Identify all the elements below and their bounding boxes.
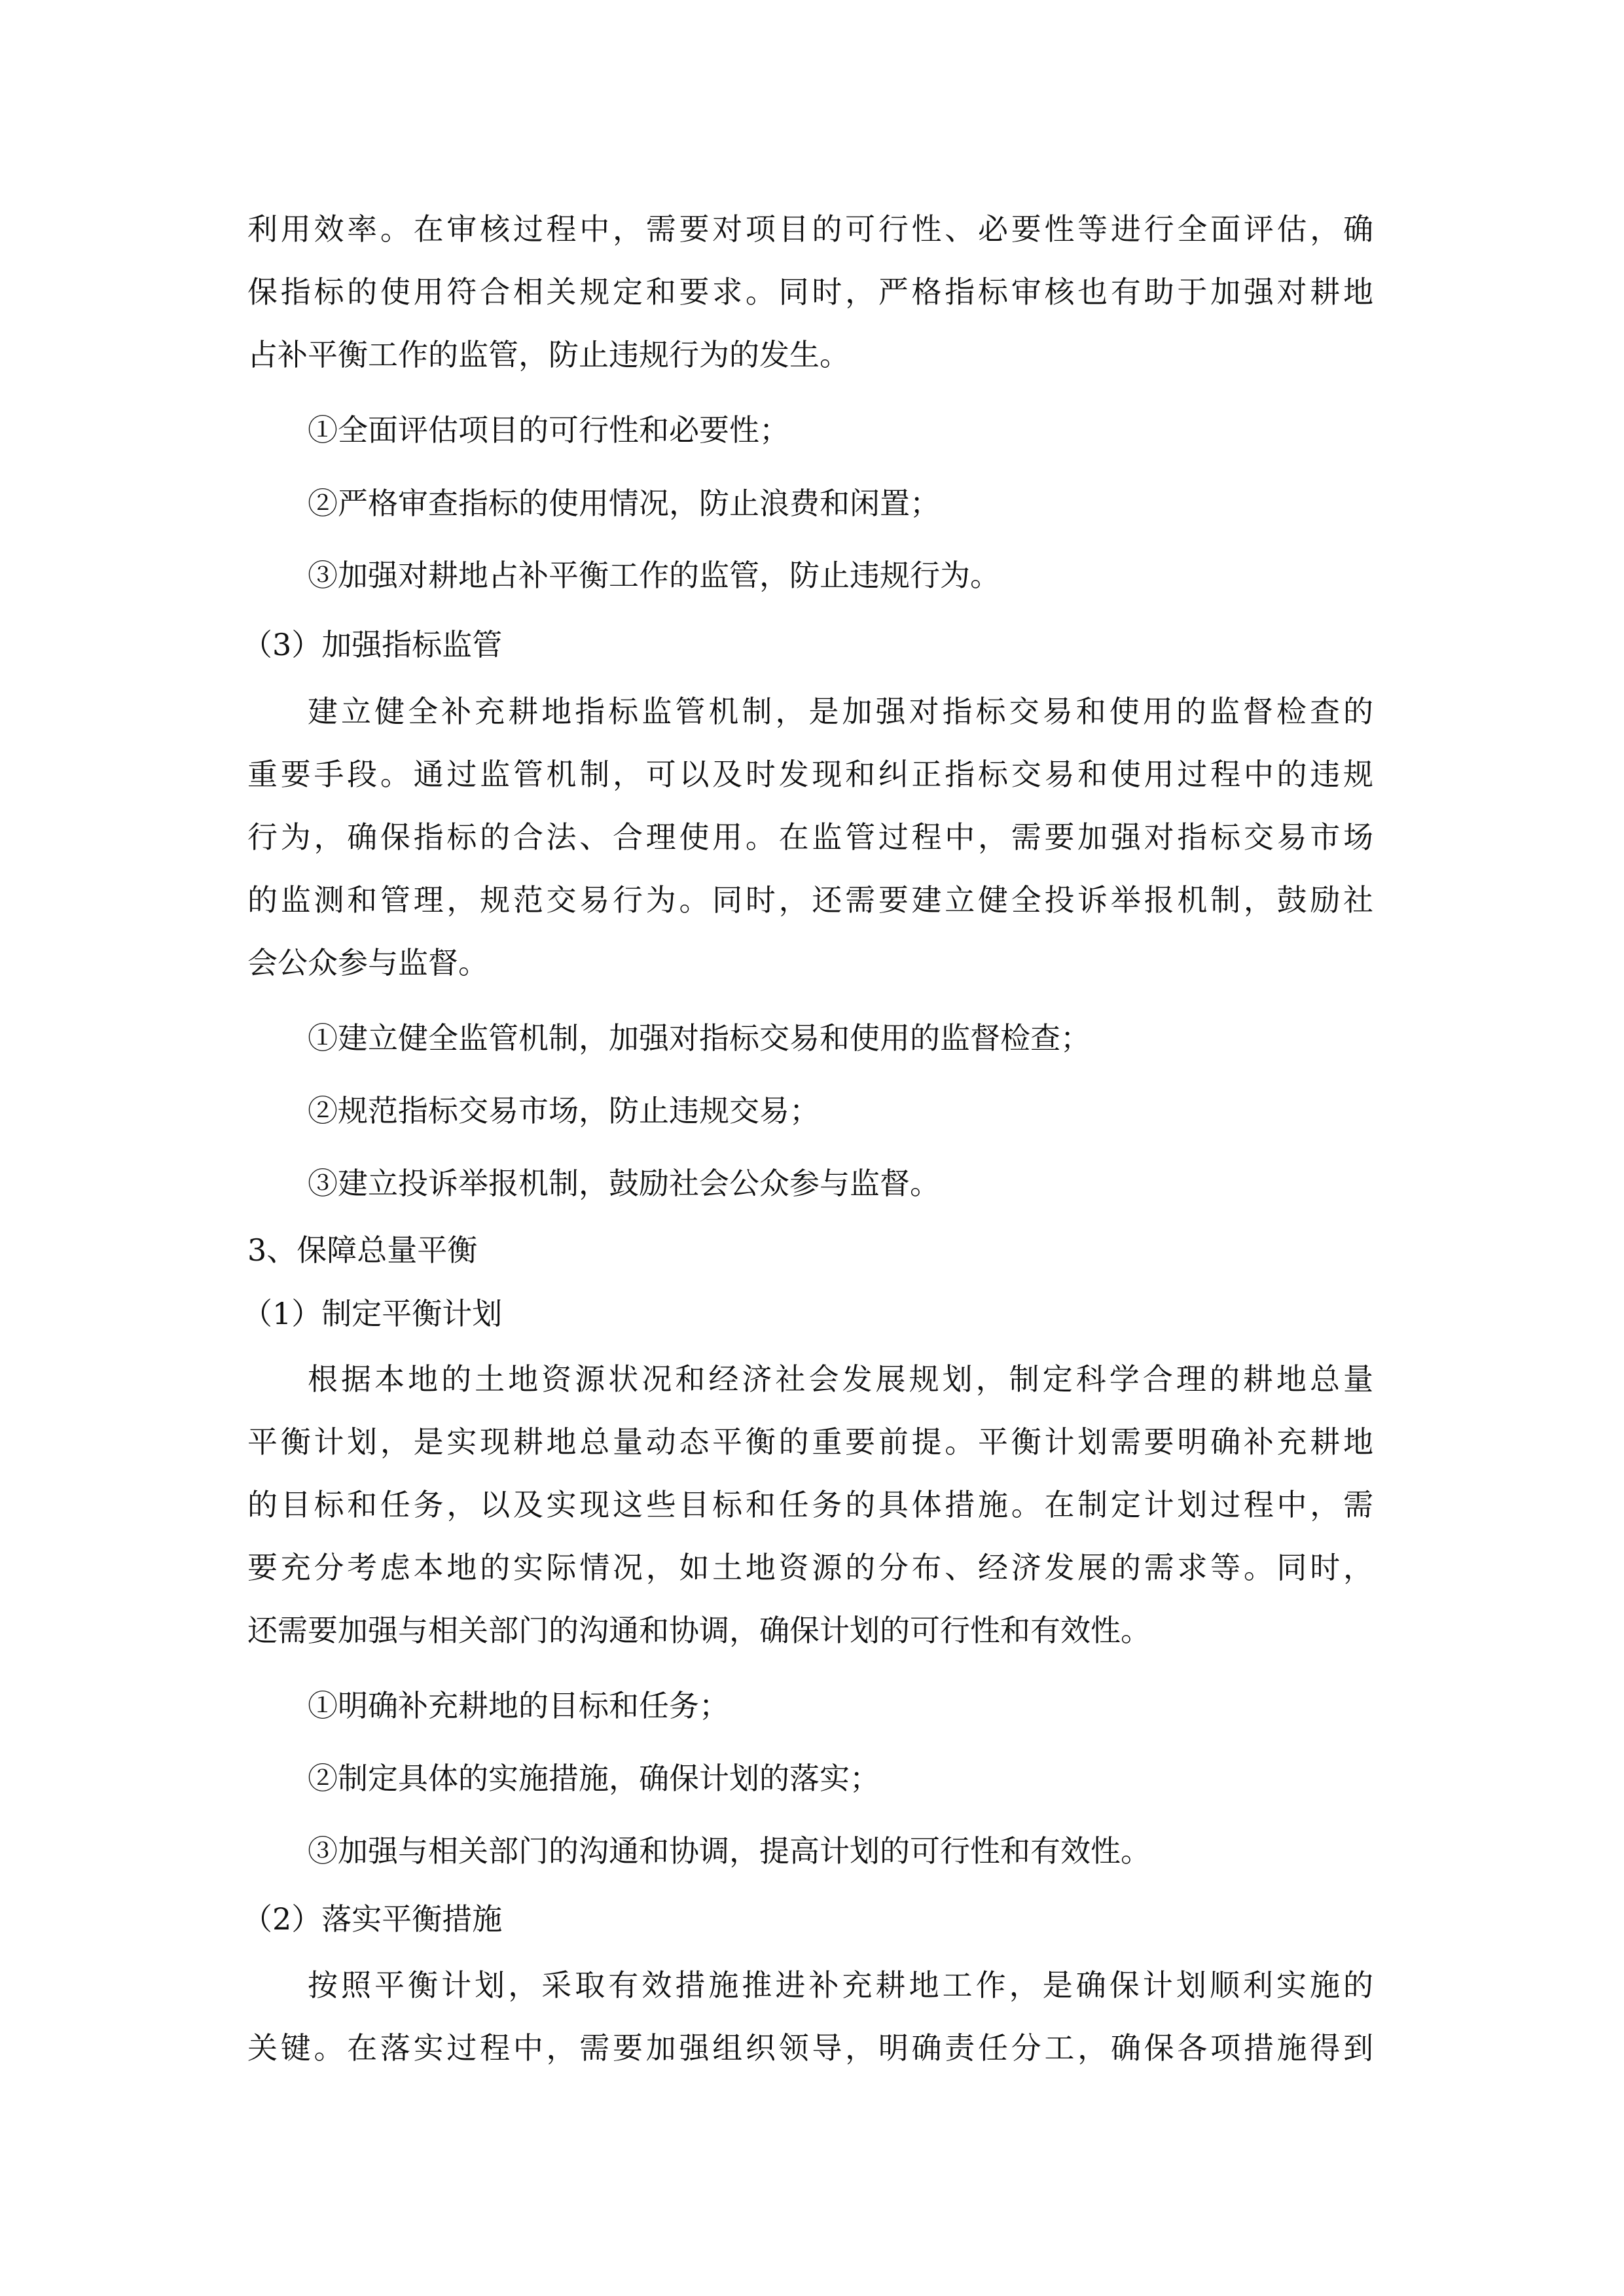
section-heading: （3）加强指标监管 bbox=[242, 627, 503, 662]
list-item: ②严格审查指标的使用情况，防止浪费和闲置； bbox=[308, 486, 940, 521]
paragraph-line: 会公众参与监督。 bbox=[247, 945, 488, 980]
paragraph-line: 的目标和任务，以及实现这些目标和任务的具体措施。在制定计划过程中，需 bbox=[247, 1487, 1373, 1522]
list-item: ②规范指标交易市场，防止违规交易； bbox=[308, 1093, 820, 1128]
paragraph-line: 行为，确保指标的合法、合理使用。在监管过程中，需要加强对指标交易市场 bbox=[247, 819, 1373, 855]
paragraph-line: 保指标的使用符合相关规定和要求。同时，严格指标审核也有助于加强对耕地 bbox=[247, 274, 1373, 310]
list-item: ③加强对耕地占补平衡工作的监管，防止违规行为。 bbox=[308, 558, 1000, 593]
paragraph-line: 根据本地的土地资源状况和经济社会发展规划，制定科学合理的耕地总量 bbox=[308, 1361, 1373, 1397]
paragraph-line: 要充分考虑本地的实际情况，如土地资源的分布、经济发展的需求等。同时， bbox=[247, 1550, 1373, 1585]
list-item: ②制定具体的实施措施，确保计划的落实； bbox=[308, 1761, 880, 1796]
paragraph-line: 按照平衡计划，采取有效措施推进补充耕地工作，是确保计划顺利实施的 bbox=[308, 1967, 1373, 2003]
list-item: ③建立投诉举报机制，鼓励社会公众参与监督。 bbox=[308, 1166, 940, 1201]
list-item: ①建立健全监管机制，加强对指标交易和使用的监督检查； bbox=[308, 1020, 1091, 1056]
paragraph-line: 的监测和管理，规范交易行为。同时，还需要建立健全投诉举报机制，鼓励社 bbox=[247, 882, 1373, 918]
paragraph-line: 占补平衡工作的监管，防止违规行为的发生。 bbox=[247, 337, 850, 372]
list-item: ①明确补充耕地的目标和任务； bbox=[308, 1688, 729, 1723]
paragraph-line: 建立健全补充耕地指标监管机制，是加强对指标交易和使用的监督检查的 bbox=[308, 694, 1373, 729]
paragraph-line: 利用效率。在审核过程中，需要对项目的可行性、必要性等进行全面评估，确 bbox=[247, 211, 1373, 247]
paragraph-line: 重要手段。通过监管机制，可以及时发现和纠正指标交易和使用过程中的违规 bbox=[247, 757, 1373, 792]
subsection-heading: （2）落实平衡措施 bbox=[242, 1901, 503, 1937]
subsection-heading: （1）制定平衡计划 bbox=[242, 1296, 503, 1331]
paragraph-line: 平衡计划，是实现耕地总量动态平衡的重要前提。平衡计划需要明确补充耕地 bbox=[247, 1424, 1373, 1460]
paragraph-line: 关键。在落实过程中，需要加强组织领导，明确责任分工，确保各项措施得到 bbox=[247, 2030, 1373, 2066]
list-item: ③加强与相关部门的沟通和协调，提高计划的可行性和有效性。 bbox=[308, 1833, 1151, 1869]
paragraph-line: 还需要加强与相关部门的沟通和协调，确保计划的可行性和有效性。 bbox=[247, 1613, 1151, 1648]
section-heading: 3、保障总量平衡 bbox=[247, 1232, 478, 1268]
list-item: ①全面评估项目的可行性和必要性； bbox=[308, 412, 789, 448]
